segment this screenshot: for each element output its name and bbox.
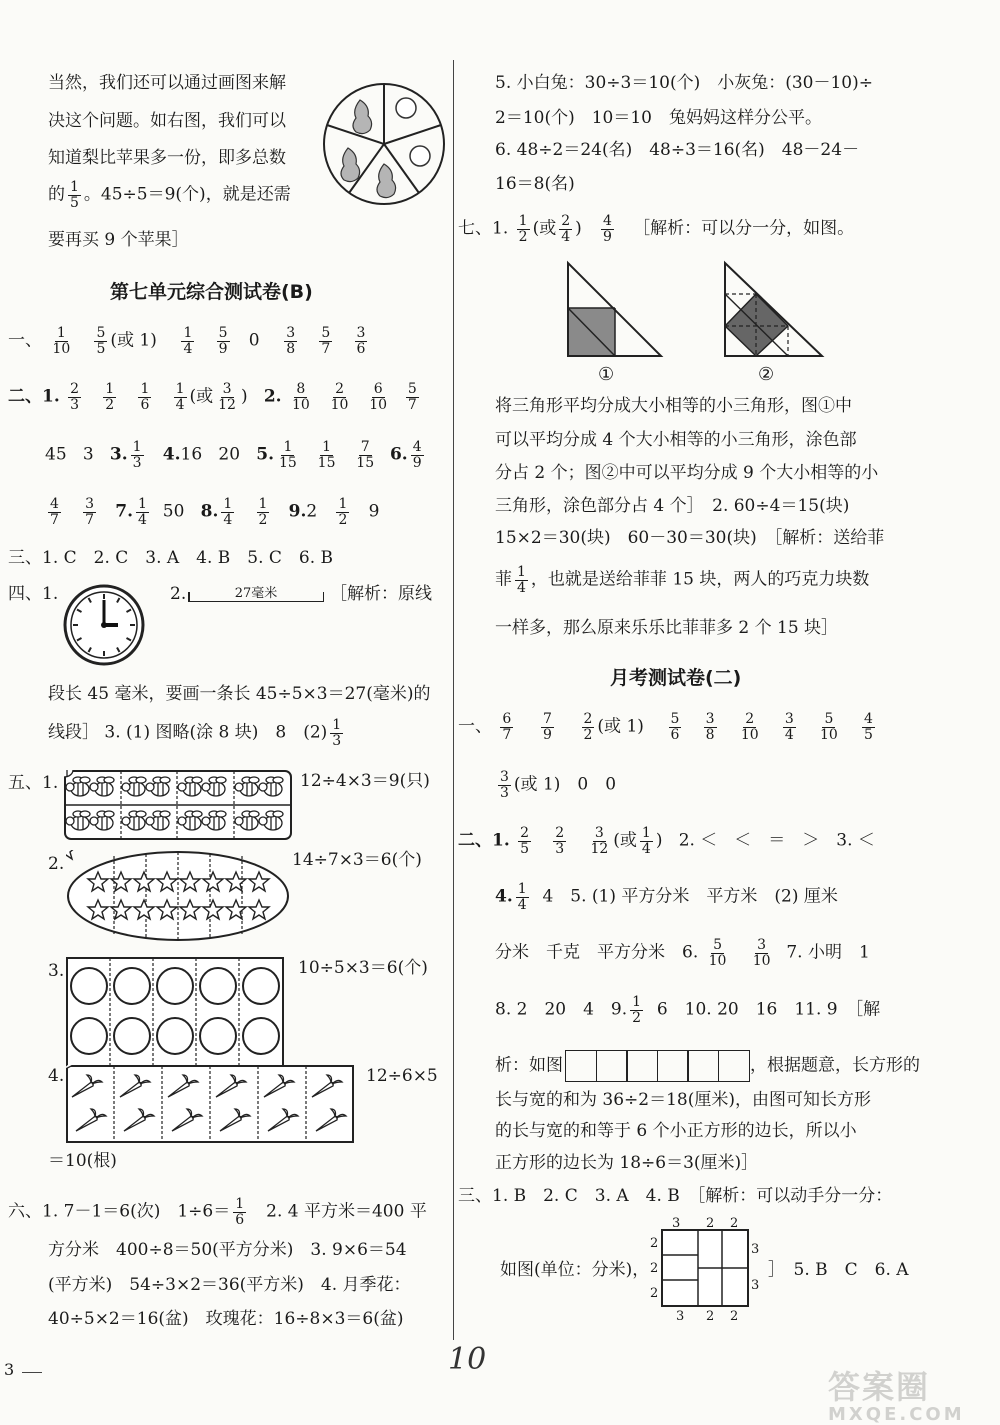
line-segment-27mm <box>188 580 324 602</box>
handwritten-page-mark: 10 <box>448 1342 487 1377</box>
unit7b-q5-label: 五、1. <box>8 773 59 793</box>
unit7b-q5-4-answer-cont: ＝10(根) <box>48 1151 117 1171</box>
unit7b-q5-3-answer: 10÷5×3＝6(个) <box>298 958 428 978</box>
segment-length-label: 27毫米 <box>234 586 278 601</box>
unit7b-q1-row: 一、 $\frac{1}{10}$ $\frac{5}{5}$ (或 1) $\frac{1}{4}$ $\frac{5}{9}$ 0 $\frac{3}{8}$ $\frac{5}{7}$ $\frac{3}{6}$ <box>8 325 366 357</box>
column-divider <box>453 60 454 1340</box>
r-q7-text-2: 可以平均分成 4 个大小相等的小三角形，涂色部 <box>495 430 857 450</box>
bee-grid-figure <box>64 770 292 840</box>
intro-line-2: 决这个问题。如右图，我们可以 <box>48 111 286 131</box>
watermark-text: 答案圈 <box>828 1368 931 1406</box>
unit7b-q4-2-label: 2. <box>170 584 187 604</box>
r-q5-line2: 2＝10(个) 10＝10 兔妈妈这样分公平。 <box>495 108 822 128</box>
watermark-url: MXQE.COM <box>828 1404 965 1425</box>
r-q7-text-5: 15×2＝30(块) 60－30＝30(块) ［解析：送给菲 <box>495 528 885 548</box>
grid-top-label-2: 2 <box>706 1216 715 1231</box>
m-q2-row3: 分米 千克 平方分米 6. $\frac{5}{10}$ $\frac{3}{10}$ 7. 小明 1 <box>495 937 870 969</box>
six-squares-figure <box>565 1050 748 1082</box>
grid-bottom-label-2: 2 <box>706 1309 715 1324</box>
m-q3-row2-post: ］ 5. B C 6. A <box>768 1260 909 1280</box>
grid-left-label-1: 2 <box>650 1236 659 1251</box>
grid-bottom-label-1: 3 <box>676 1309 685 1324</box>
grid-top-label-3: 2 <box>730 1216 739 1231</box>
r-q6-line2: 16＝8(名) <box>495 174 575 194</box>
unit7b-q4-line2: 段长 45 毫米，要画一条长 45÷5×3＝27(毫米)的 <box>48 684 431 704</box>
r-q6-line1: 6. 48÷2＝24(名) 48÷3＝16(名) 48－24－ <box>495 140 860 160</box>
grid-top-label-1: 3 <box>672 1216 681 1231</box>
page-number-rule <box>22 1372 42 1373</box>
grid-right-label-2: 3 <box>751 1278 760 1293</box>
unit7b-q6-line2: 方分米 400÷8＝50(平方分米) 3. 9×6＝54 <box>48 1240 407 1260</box>
m-q2-row6: 长与宽的和为 36÷2＝18(厘米)，由图可知长方形 <box>495 1090 871 1110</box>
unit7b-q5-4-answer: 12÷6×5 <box>366 1066 438 1086</box>
unit7b-q4-line3: 线段］ 3. (1) 图略(涂 8 块) 8 (2) $\frac{1}{3}$ <box>48 717 342 749</box>
intro-line-3: 知道梨比苹果多一份，即多总数 <box>48 148 286 168</box>
watermark-logo <box>828 1362 993 1425</box>
clock-icon <box>62 583 146 667</box>
r-q7-text-7: 一样多，那么原来乐乐比菲菲多 2 个 15 块］ <box>495 618 839 638</box>
unit7b-q3-row: 三、1. C 2. C 3. A 4. B 5. C 6. B <box>8 548 334 568</box>
r-q7-text-3: 分占 2 个；图②中可以平均分成 9 个大小相等的小 <box>495 463 879 483</box>
m-q2-row7: 的长与宽的和等于 6 个小正方形的边长，所以小 <box>495 1121 857 1141</box>
circle-grid-figure <box>66 957 284 1067</box>
unit7b-q5-3-label: 3. <box>48 961 65 981</box>
grid-left-label-2: 2 <box>650 1261 659 1276</box>
figure-label-2: ② <box>758 364 775 385</box>
r-q7-text-4: 三角形，涂色部分占 4 个］ 2. 60÷4＝15(块) <box>495 496 850 516</box>
unit7b-q2-row3: $\frac{4}{7}$ $\frac{3}{7}$ 7. $\frac{1}{4}$ 50 8. $\frac{1}{4}$ $\frac{1}{2}$ 9.2 $\frac{1}{2}$ 9 <box>50 496 380 528</box>
figure-label-1: ① <box>598 364 615 385</box>
intro-line-5: 要再买 9 个苹果］ <box>48 230 189 250</box>
carrot-grid-figure <box>66 1065 354 1143</box>
star-oval-figure <box>66 850 290 942</box>
m-q2-row2: 4. $\frac{1}{4}$ 4 5. (1) 平方分米 平方米 (2) 厘米 <box>495 881 838 913</box>
m-q2-row8: 正方形的边长为 18÷6＝3(厘米)］ <box>495 1153 759 1173</box>
grid-left-label-3: 2 <box>650 1286 659 1301</box>
r-q7-text-1: 将三角形平均分成大小相等的小三角形，图①中 <box>495 396 852 416</box>
m-q2-row4: 8. 2 20 4 9. $\frac{1}{2}$ 6 10. 20 16 11. 9 ［解 <box>495 994 881 1026</box>
unit7b-q4-note: ［解析：原线 <box>330 584 432 604</box>
unit7b-q6-line4: 40÷5×2＝16(盆) 玫瑰花：16÷8×3＝6(盆) <box>48 1309 404 1329</box>
unit7b-q2-row1: 二、1. $\frac{2}{3}$ $\frac{1}{2}$ $\frac{1}{6}$ $\frac{1}{4}$ (或 $\frac{3}{12}$ ) 2. $\frac{8}{10}$ $\frac{2}{10}$ $\frac{6}{10}$ $\frac{5}{7}$ <box>8 381 417 413</box>
r-q7-row: 七、1. $\frac{1}{2}$ (或 $\frac{2}{4}$ ) $\frac{4}{9}$ ［解析：可以分一分，如图。 <box>458 213 855 245</box>
unit7b-q6-line3: (平方米) 54÷3×2＝36(平方米) 4. 月季花： <box>48 1275 411 1295</box>
grid-right-label-1: 3 <box>751 1242 760 1257</box>
m-q2-row5: 析：如图 ，根据题意，长方形的 <box>495 1050 920 1082</box>
rectangle-division-figure <box>648 1216 768 1326</box>
unit7b-q5-1-answer: 12÷4×3＝9(只) <box>300 771 430 791</box>
triangle-figure-2 <box>722 260 826 360</box>
unit7b-q6-line1: 六、1. 7－1＝6(次) 1÷6＝ $\frac{1}{6}$ 2. 4 平方米＝400 平 <box>8 1196 427 1228</box>
grid-bottom-label-3: 2 <box>730 1309 739 1324</box>
unit7b-q5-2-label: 2. <box>48 854 65 874</box>
unit7b-q2-row2: 45 3 3. $\frac{1}{3}$ 4.16 20 5. $\frac{1}{15}$ $\frac{1}{15}$ $\frac{7}{15}$ 6. $\frac{4}{9}$ <box>45 439 422 471</box>
unit7b-q5-4-label: 4. <box>48 1066 65 1086</box>
section-title-monthly2: 月考测试卷(二) <box>610 667 742 689</box>
page-number: 3 <box>4 1360 15 1379</box>
r-q5-line1: 5. 小白兔：30÷3＝10(个) 小灰兔：(30－10)÷ <box>495 73 873 93</box>
unit7b-q4-label: 四、1. <box>8 584 59 604</box>
m-q2-row1: 二、1. $\frac{2}{5}$ $\frac{2}{3}$ $\frac{3}{12}$ (或 $\frac{1}{4}$ ) 2. ＜ ＜ ＝ ＞ 3. ＜ <box>458 825 875 857</box>
m-q1-row1: 一、 $\frac{6}{7}$ $\frac{7}{9}$ $\frac{2}{2}$ (或 1) $\frac{5}{6}$ $\frac{3}{8}$ $\frac{2}{10}$ $\frac{3}{4}$ $\frac{5}{10}$ $\frac{4}{5}$ <box>458 711 873 743</box>
r-q7-text-6: 菲 $\frac{1}{4}$ ，也就是送给菲菲 15 块，两人的巧克力块数 <box>495 564 870 596</box>
fruit-pie-figure <box>320 80 448 208</box>
m-q1-row2: $\frac{3}{3}$ (或 1) 0 0 <box>500 769 617 801</box>
section-title-unit7b: 第七单元综合测试卷(B) <box>110 281 313 303</box>
m-q3-row1: 三、1. B 2. C 3. A 4. B ［解析：可以动手分一分： <box>458 1186 893 1206</box>
unit7b-q5-2-answer: 14÷7×3＝6(个) <box>292 850 422 870</box>
m-q3-row2-pre: 如图(单位：分米)， <box>500 1260 650 1280</box>
triangle-figure-1 <box>565 260 665 360</box>
intro-line-4: 的 $\frac{1}{5}$ 。45÷5＝9(个)，就是还需 <box>48 179 291 211</box>
intro-line-1: 当然，我们还可以通过画图来解 <box>48 73 286 93</box>
